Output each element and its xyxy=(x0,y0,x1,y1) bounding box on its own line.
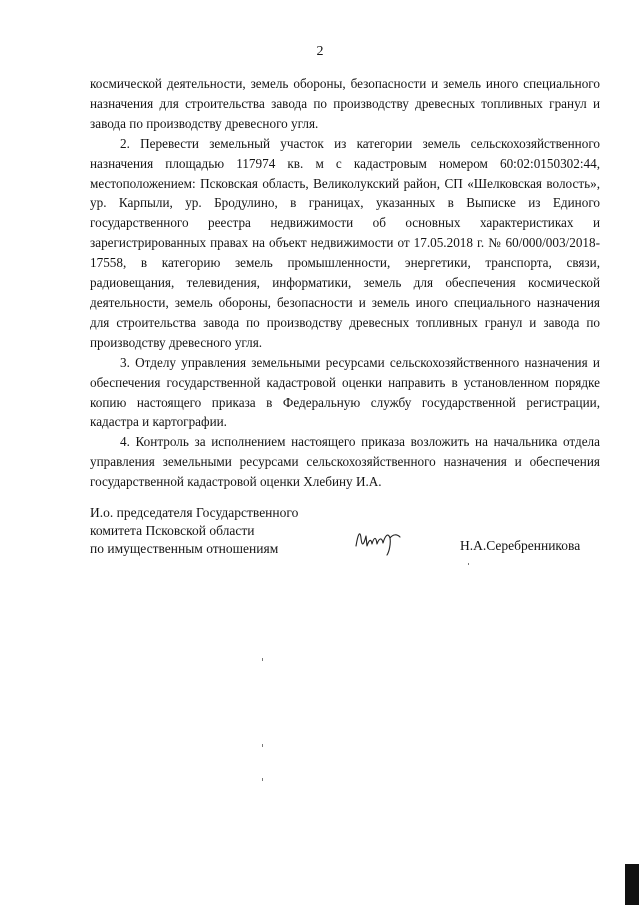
paragraph-item-4: 4. Контроль за исполнением настоящего приказа возложить на начальника отдела управления земельными ресурсами сельскохозяйственного назначения и обеспечения государственной кадастровой оценки Хлебину И.А. xyxy=(90,434,600,490)
paragraph-item-2: 2. Перевести земельный участок из категории земель сельскохозяйственного назначения площадью 117974 кв. м с кадастровым номером 60:02:0150302:44, местоположением: Псковская область, Великолукский район, СП «Шелковская волость», ур. Карпыли, ур. Бродулино, в границах, указанных в Выписке из Единого государственного реестра недвижимости об основных характеристиках и зарегистрированных правах на объект недвижимости от 17.05.2018 г. № 60/000/003/2018-17558, в категорию земель промышленности, энергетики, транспорта, связи, радиовещания, телевидения, информатики, земель для обеспечения космической деятельности, земель обороны, безопасности и земель иного специального назначения для строительства завода по производству древесных топливных гранул и завода по производству древесного угля. xyxy=(90,135,600,350)
paragraph-continuation: космической деятельности, земель обороны, безопасности и земель иного специального назначения для строительства завода по производству древесных топливных гранул и завода по производству древесного угля. xyxy=(90,76,600,131)
page-number: 2 xyxy=(316,44,324,59)
signer-name: Н.А.Серебренникова xyxy=(460,538,581,553)
document-body xyxy=(90,74,600,492)
scan-speck xyxy=(262,658,263,661)
signatory-title-line-1: И.о. председателя Государственного xyxy=(90,505,299,520)
scan-speck xyxy=(262,778,263,781)
scan-speck xyxy=(262,744,263,747)
signatory-title-line-3: по имущественным отношениям xyxy=(90,541,279,556)
signatory-title-line-2: комитета Псковской области xyxy=(90,523,255,538)
paragraph-item-3: 3. Отделу управления земельными ресурсами сельскохозяйственного назначения и обеспечения государственной кадастровой оценки направить в установленном порядке копию настоящего приказа в Федеральную службу государственной регистрации, кадастра и картографии. xyxy=(90,354,600,430)
handwritten-signature-icon xyxy=(350,522,410,558)
scan-edge-mark xyxy=(625,864,639,905)
scan-speck xyxy=(468,563,469,565)
signatory-title xyxy=(90,504,298,558)
